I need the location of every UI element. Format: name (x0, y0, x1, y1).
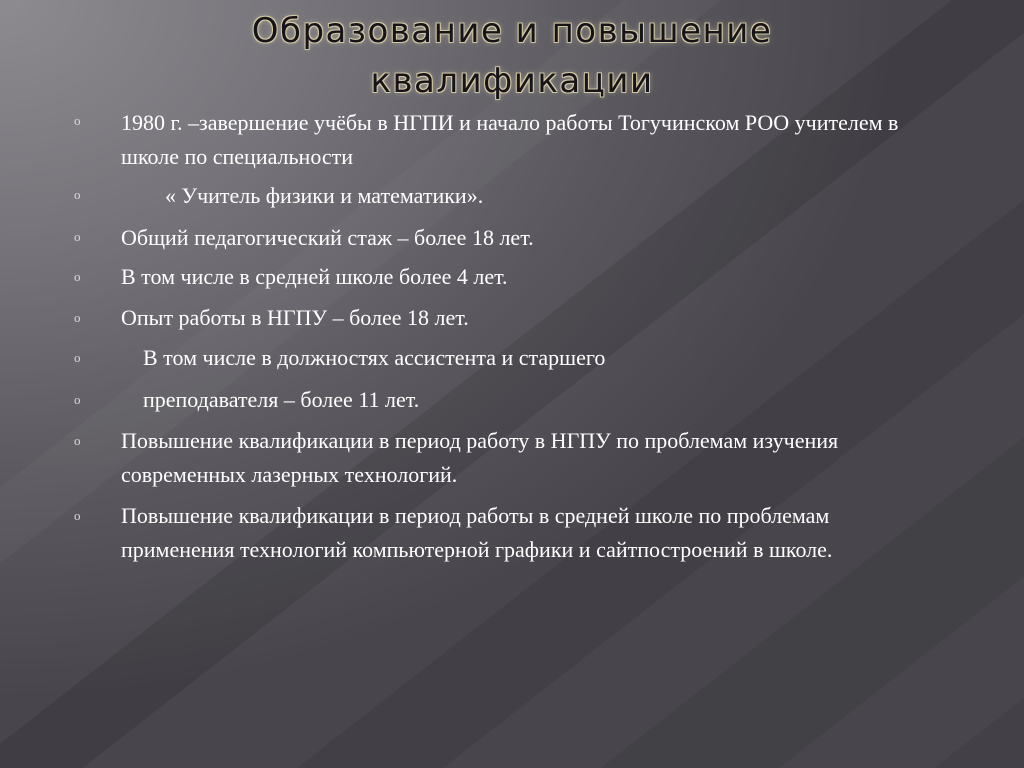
bullet-marker-icon: o (74, 310, 81, 325)
bullet-text: Повышение квалификации в период работы в средней школе по проблемам применения технологий компьютерной графики и сайтпостроений в школе. (121, 503, 833, 562)
bullet-marker-icon: o (74, 187, 81, 202)
bullet-text: Опыт работы в НГПУ – более 18 лет. (121, 305, 469, 330)
bullet-text: В том числе в должностях ассистента и старшего (121, 345, 606, 370)
bullet-marker-icon: o (74, 113, 81, 128)
bullet-text: преподавателя – более 11 лет. (121, 387, 420, 412)
bullet-marker-icon: o (74, 392, 81, 407)
bullet-marker-icon: o (74, 508, 81, 523)
bullet-marker-icon: o (74, 269, 81, 284)
bullet-text: « Учитель физики и математики». (121, 183, 484, 208)
bullet-text: Общий педагогический стаж – более 18 лет. (121, 225, 534, 250)
bullet-text: В том числе в средней школе более 4 лет. (121, 264, 508, 289)
bullet-marker-icon: o (74, 433, 81, 448)
slide-title-line-1: Образование и повышение (251, 11, 773, 51)
bullet-marker-icon: o (74, 350, 81, 365)
slide-title-line-2: квалификации (370, 61, 654, 101)
bullet-text: 1980 г. –завершение учёбы в НГПИ и начало работы Тогучинском РОО учителем в школе по специальности (121, 110, 899, 169)
bullet-text: Повышение квалификации в период работу в НГПУ по проблемам изучения современных лазерных технологий. (121, 428, 839, 487)
bullet-marker-icon: o (74, 229, 81, 244)
